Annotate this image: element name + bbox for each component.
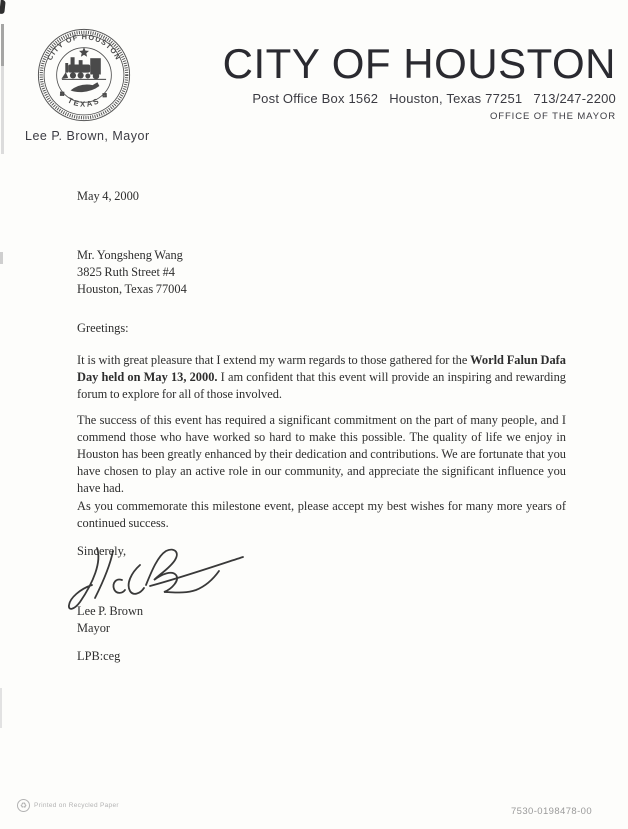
- scan-artifact: [1, 66, 4, 154]
- signer-name: Lee P. Brown: [77, 604, 144, 618]
- scan-artifact: [1, 24, 4, 66]
- scan-artifact: [0, 252, 3, 264]
- scan-artifact: [0, 0, 6, 14]
- text-segment: The success of this event has required a significant commitment on the part of many people, and I commend those who have worked so hard to make this possible. The quality of life we enjoy in Houston has been greatly enhanced by their dedication and contributions. We are fortunate that you have chosen to play an active role in our community, and appreciate the significant influence you have had.: [77, 413, 566, 495]
- letterhead: [222, 40, 616, 122]
- form-number: 7530-0198478-00: [510, 806, 592, 817]
- scan-artifact: [0, 688, 2, 728]
- salutation: Greetings:: [77, 321, 129, 335]
- text-segment: As you commemorate this milestone event, please accept my best wishes for many more years of continued success.: [77, 499, 566, 530]
- signer-title: Mayor: [77, 621, 111, 635]
- recycled-paper-note: [17, 799, 119, 812]
- text-segment: I am confident that this event will provide an inspiring and rewarding forum to explore for all of those involved.: [77, 370, 566, 401]
- letter-paragraph: [77, 352, 566, 403]
- svg-text:CITY OF HOUSTON: [45, 32, 123, 62]
- seal-star-icon: [79, 47, 89, 57]
- closing: Sincerely,: [77, 544, 127, 558]
- office-of-the-mayor-label: OFFICE OF THE MAYOR: [489, 111, 616, 122]
- address-segment: Houston, Texas 77251: [389, 91, 523, 106]
- seal-plow-icon: [71, 82, 100, 92]
- address-segment: Post Office Box 1562: [252, 91, 379, 106]
- recipient-line: Mr. Yongsheng Wang: [77, 248, 183, 262]
- bold-text-segment: World Falun Dafa Day held on May 13, 2000.: [77, 353, 566, 384]
- city-of-houston-seal-icon: [36, 26, 132, 124]
- seal-ring-top-text: CITY OF HOUSTON: [45, 32, 123, 62]
- text-segment: It is with great pleasure that I extend my warm regards to those gathered for the: [77, 353, 471, 367]
- letter-paragraph: [77, 498, 566, 532]
- recycle-icon: ♻: [17, 799, 30, 812]
- letter-paragraph: [77, 412, 566, 497]
- seal-locomotive-icon: [61, 57, 106, 80]
- recycled-note-text: Printed on Recycled Paper: [34, 802, 119, 809]
- recipient-line: 3825 Ruth Street #4: [77, 265, 175, 279]
- recipient-line: Houston, Texas 77004: [77, 282, 187, 296]
- letter-date: May 4, 2000: [77, 189, 139, 203]
- page-title: CITY OF HOUSTON: [222, 40, 616, 87]
- recipient-block: [77, 247, 187, 298]
- reference-initials: LPB:ceg: [77, 649, 121, 663]
- mayor-caption: Lee P. Brown, Mayor: [25, 129, 150, 143]
- header-address: [223, 91, 616, 106]
- address-segment: 713/247-2200: [533, 91, 616, 106]
- seal-ring-bottom-text: ❖ TEXAS ❖: [56, 88, 112, 109]
